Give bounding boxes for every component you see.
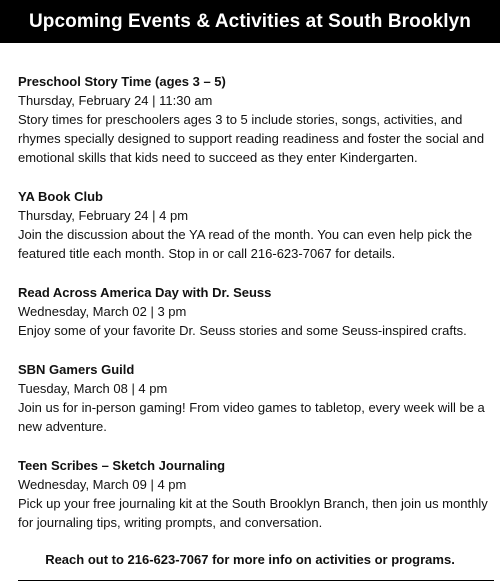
event-title: Teen Scribes – Sketch Journaling <box>18 458 226 473</box>
event-description: Join us for in-person gaming! From video games to tabletop, every week will be a new adventure. <box>18 400 485 434</box>
event-item <box>18 283 494 340</box>
event-description: Story times for preschoolers ages 3 to 5 include stories, songs, activities, and rhymes specially designed to support reading readiness and foster the social and emotional skills that kids need to succeed as they enter Kindergarten. <box>18 112 485 165</box>
event-item <box>18 456 494 532</box>
event-item <box>18 72 494 167</box>
event-description: Join the discussion about the YA read of the month. You can even help pick the featured title each month. Stop in or call 216-623-7067 for details. <box>18 227 473 261</box>
event-item <box>18 187 494 263</box>
divider <box>18 580 494 581</box>
event-title: SBN Gamers Guild <box>18 362 135 377</box>
page-header <box>0 0 500 43</box>
event-date: Thursday, February 24 | 11:30 am <box>18 93 213 108</box>
event-date: Wednesday, March 02 | 3 pm <box>18 304 187 319</box>
page-title: Upcoming Events & Activities at South Brooklyn <box>28 10 472 32</box>
event-title: Read Across America Day with Dr. Seuss <box>18 285 272 300</box>
event-item <box>18 360 494 436</box>
contact-note: Reach out to 216-623-7067 for more info on activities or programs. <box>45 552 455 567</box>
event-title: YA Book Club <box>18 189 103 204</box>
event-date: Wednesday, March 09 | 4 pm <box>18 477 187 492</box>
event-description: Pick up your free journaling kit at the South Brooklyn Branch, then join us monthly for journaling tips, writing prompts, and conversation. <box>18 496 488 530</box>
event-date: Tuesday, March 08 | 4 pm <box>18 381 168 396</box>
event-description: Enjoy some of your favorite Dr. Seuss stories and some Seuss-inspired crafts. <box>18 323 467 338</box>
event-title: Preschool Story Time (ages 3 – 5) <box>18 74 226 89</box>
event-date: Thursday, February 24 | 4 pm <box>18 208 189 223</box>
events-list <box>18 72 494 552</box>
